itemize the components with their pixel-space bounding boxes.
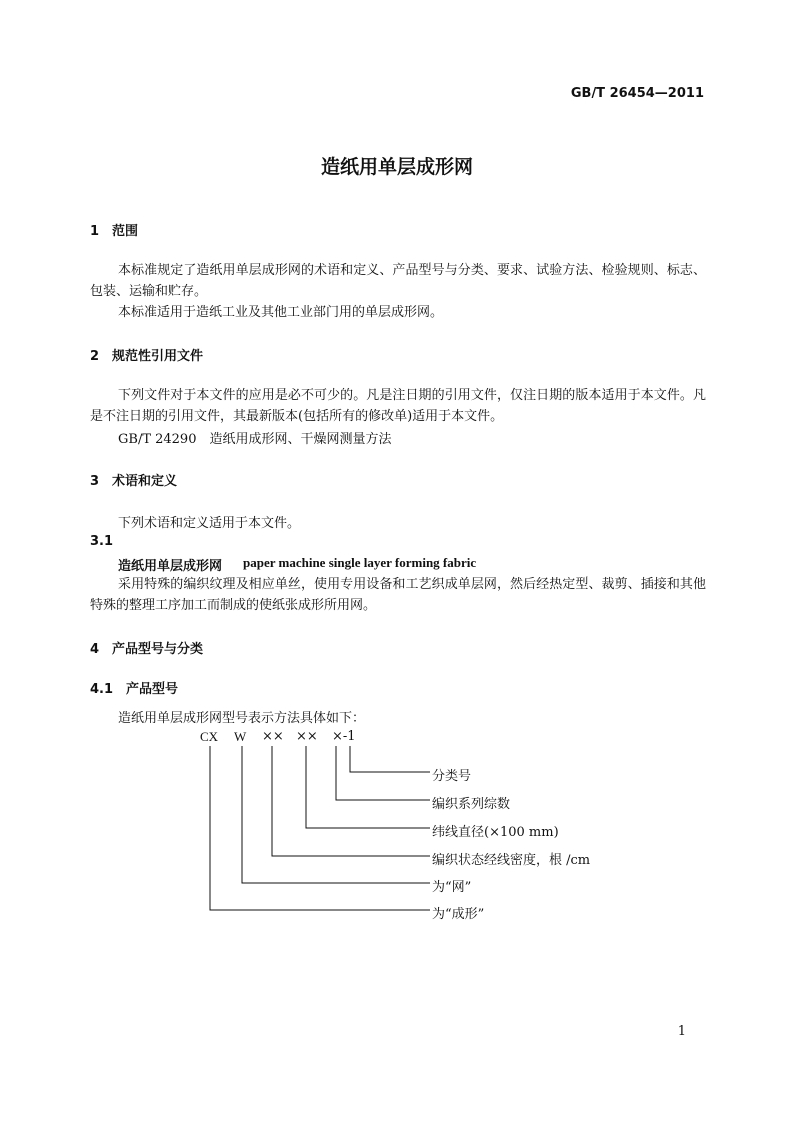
leader-line-classification — [350, 746, 430, 772]
model-intro: 造纸用单层成形网型号表示方法具体如下： — [118, 711, 366, 726]
code-part-weft-diameter: ×× — [296, 729, 318, 744]
label-warp-density: 编织状态经线密度，根 /cm — [432, 853, 591, 868]
label-wang: 为“网” — [432, 880, 472, 895]
section-4-1-heading: 4.1 产品型号 — [90, 682, 179, 697]
code-part-series: ×-1 — [332, 729, 356, 744]
leader-line-warp-density — [272, 746, 430, 856]
leader-line-weft-diameter — [306, 746, 430, 828]
section-1-paragraph-2: 本标准适用于造纸工业及其他工业部门用的单层成形网。 — [118, 305, 444, 320]
label-chengxing: 为“成形” — [432, 907, 485, 922]
term-number: 3.1 — [90, 534, 114, 549]
code-part-cx: CX — [200, 729, 219, 744]
page-title: 造纸用单层成形网 — [320, 156, 473, 178]
section-3-paragraph-1: 下列术语和定义适用于本文件。 — [118, 516, 301, 531]
section-2-heading: 2 规范性引用文件 — [90, 349, 204, 364]
section-1-heading: 1 范围 — [90, 224, 139, 239]
term-chinese: 造纸用单层成形网 — [118, 559, 223, 574]
page-number: 1 — [677, 1024, 686, 1039]
label-weft-diameter: 纬线直径(×100 mm) — [432, 825, 559, 840]
code-part-warp-density: ×× — [262, 729, 284, 744]
normative-reference: GB/T 24290 造纸用成形网、干燥网测量方法 — [118, 432, 392, 447]
term-english: paper machine single layer forming fabric — [243, 555, 477, 570]
term-definition: 采用特殊的编织纹理及相应单丝，使用专用设备和工艺织成单层网，然后经热定型、裁剪、插接和其他特殊的整理工序加工而制成的使纸张成形所用网。 — [90, 577, 706, 613]
section-2-paragraph-1: 下列文件对于本文件的应用是必不可少的。凡是注日期的引用文件，仅注日期的版本适用于本文件。凡是不注日期的引用文件，其最新版本(包括所有的修改单)适用于本文件。 — [90, 388, 706, 424]
code-part-w: W — [234, 729, 247, 744]
section-4-heading: 4 产品型号与分类 — [90, 642, 204, 657]
label-classification-number: 分类号 — [432, 769, 472, 784]
section-3-heading: 3 术语和定义 — [90, 474, 178, 489]
label-weave-series: 编织系列综数 — [432, 797, 511, 812]
section-1-paragraph-1: 本标准规定了造纸用单层成形网的术语和定义、产品型号与分类、要求、试验方法、检验规则、标志、包装、运输和贮存。 — [90, 263, 706, 299]
standard-number: GB/T 26454—2011 — [570, 86, 704, 101]
